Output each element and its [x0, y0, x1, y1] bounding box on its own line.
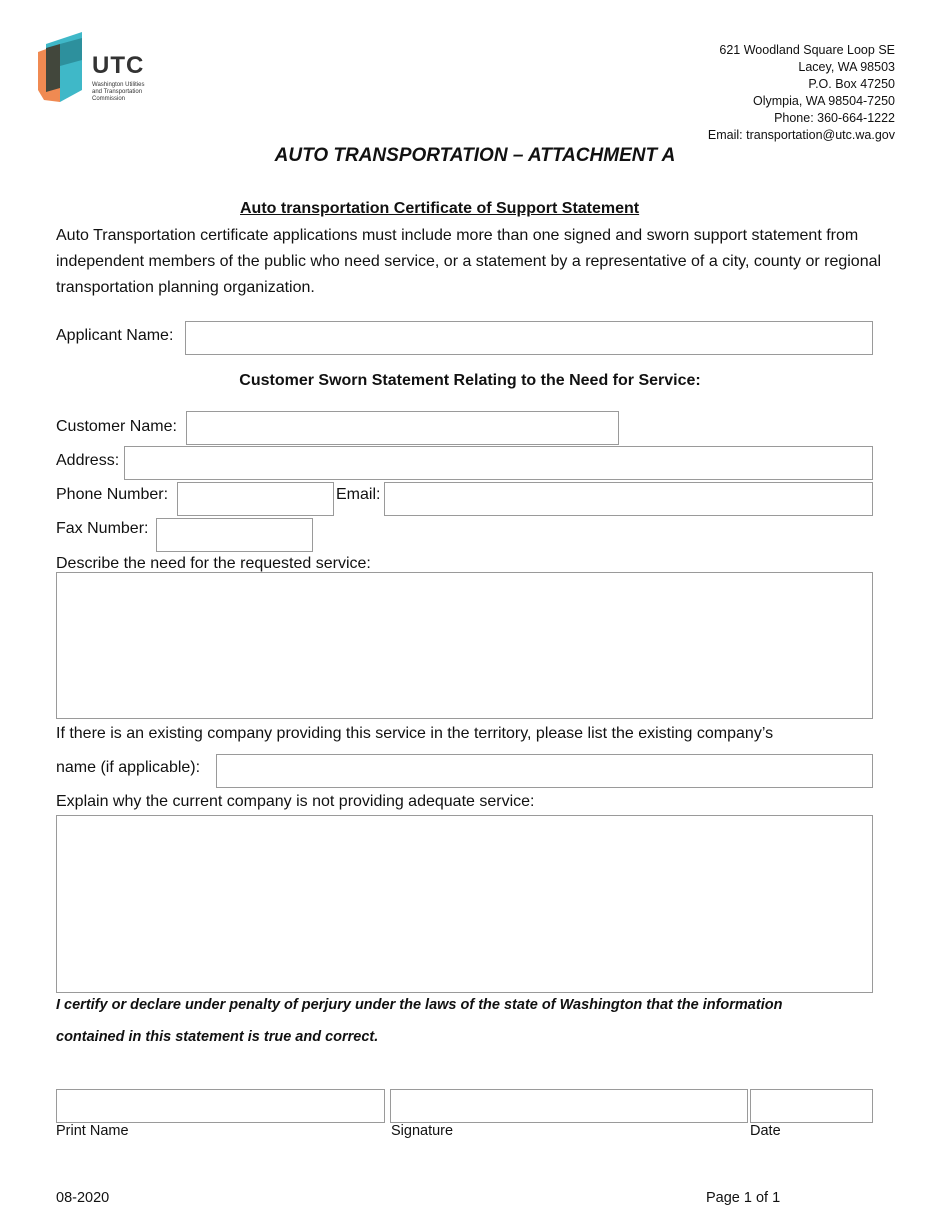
email-field[interactable]: [384, 482, 873, 516]
existing-company-field[interactable]: [216, 754, 873, 788]
utc-logo-subtitle-line: Washington Utilities: [92, 82, 145, 88]
phone-label: Phone Number:: [56, 486, 169, 503]
address-field[interactable]: [124, 446, 873, 480]
explain-label: Explain why the current company is not providing adequate service:: [56, 793, 535, 810]
utc-logo-mark: [38, 30, 84, 104]
print-name-label: Print Name: [56, 1123, 129, 1139]
form-date: 08-2020: [56, 1190, 110, 1206]
need-description-field[interactable]: [56, 572, 873, 719]
certification-line1: I certify or declare under penalty of perjury under the laws of the state of Washington that the information: [56, 997, 783, 1013]
certification-line2: contained in this statement is true and correct.: [56, 1029, 379, 1045]
applicant-name-label: Applicant Name:: [56, 327, 174, 344]
page-title: AUTO TRANSPORTATION – ATTACHMENT A: [274, 145, 676, 166]
utc-logo-subtitle-line: and Transportation: [92, 89, 143, 95]
address-label: Address:: [56, 452, 120, 469]
customer-name-field[interactable]: [186, 411, 619, 445]
signature-field[interactable]: [390, 1089, 748, 1123]
intro-paragraph: Auto Transportation certificate applications must include more than one signed and sworn support statement from independent members of the public who need service, or a statement by a representative of a city, county or regional transportation planning organization.: [56, 227, 882, 296]
address-block: [708, 42, 895, 144]
date-field[interactable]: [750, 1089, 873, 1123]
explain-field[interactable]: [56, 815, 873, 993]
page-subtitle: Auto transportation Certificate of Support Statement: [240, 200, 640, 217]
existing-company-label-line1: If there is an existing company providing this service in the territory, please list the existing company’s: [56, 725, 774, 742]
address-line: Phone: 360-664-1222: [774, 111, 895, 125]
need-label: Describe the need for the requested service:: [56, 555, 371, 572]
page-number: Page 1 of 1: [706, 1190, 781, 1206]
utc-logo: [38, 30, 163, 105]
address-line: P.O. Box 47250: [808, 77, 895, 91]
print-name-field[interactable]: [56, 1089, 385, 1123]
phone-field[interactable]: [177, 482, 334, 516]
address-line: Lacey, WA 98503: [798, 60, 895, 74]
utc-logo-text: UTC: [92, 52, 145, 79]
address-line: Email: transportation@utc.wa.gov: [707, 128, 895, 142]
fax-field[interactable]: [156, 518, 313, 552]
address-line: 621 Woodland Square Loop SE: [719, 43, 895, 57]
date-label: Date: [750, 1123, 781, 1139]
existing-company-label-line2: name (if applicable):: [56, 759, 201, 776]
fax-label: Fax Number:: [56, 520, 149, 537]
signature-label: Signature: [391, 1123, 454, 1139]
customer-name-label: Customer Name:: [56, 418, 177, 435]
address-line: Olympia, WA 98504-7250: [753, 94, 895, 108]
email-label: Email:: [336, 486, 381, 503]
section-heading: Customer Sworn Statement Relating to the Need for Service:: [239, 372, 701, 389]
utc-logo-subtitle: [92, 82, 144, 103]
utc-logo-subtitle-line: Commission: [92, 96, 126, 102]
applicant-name-field[interactable]: [185, 321, 873, 355]
